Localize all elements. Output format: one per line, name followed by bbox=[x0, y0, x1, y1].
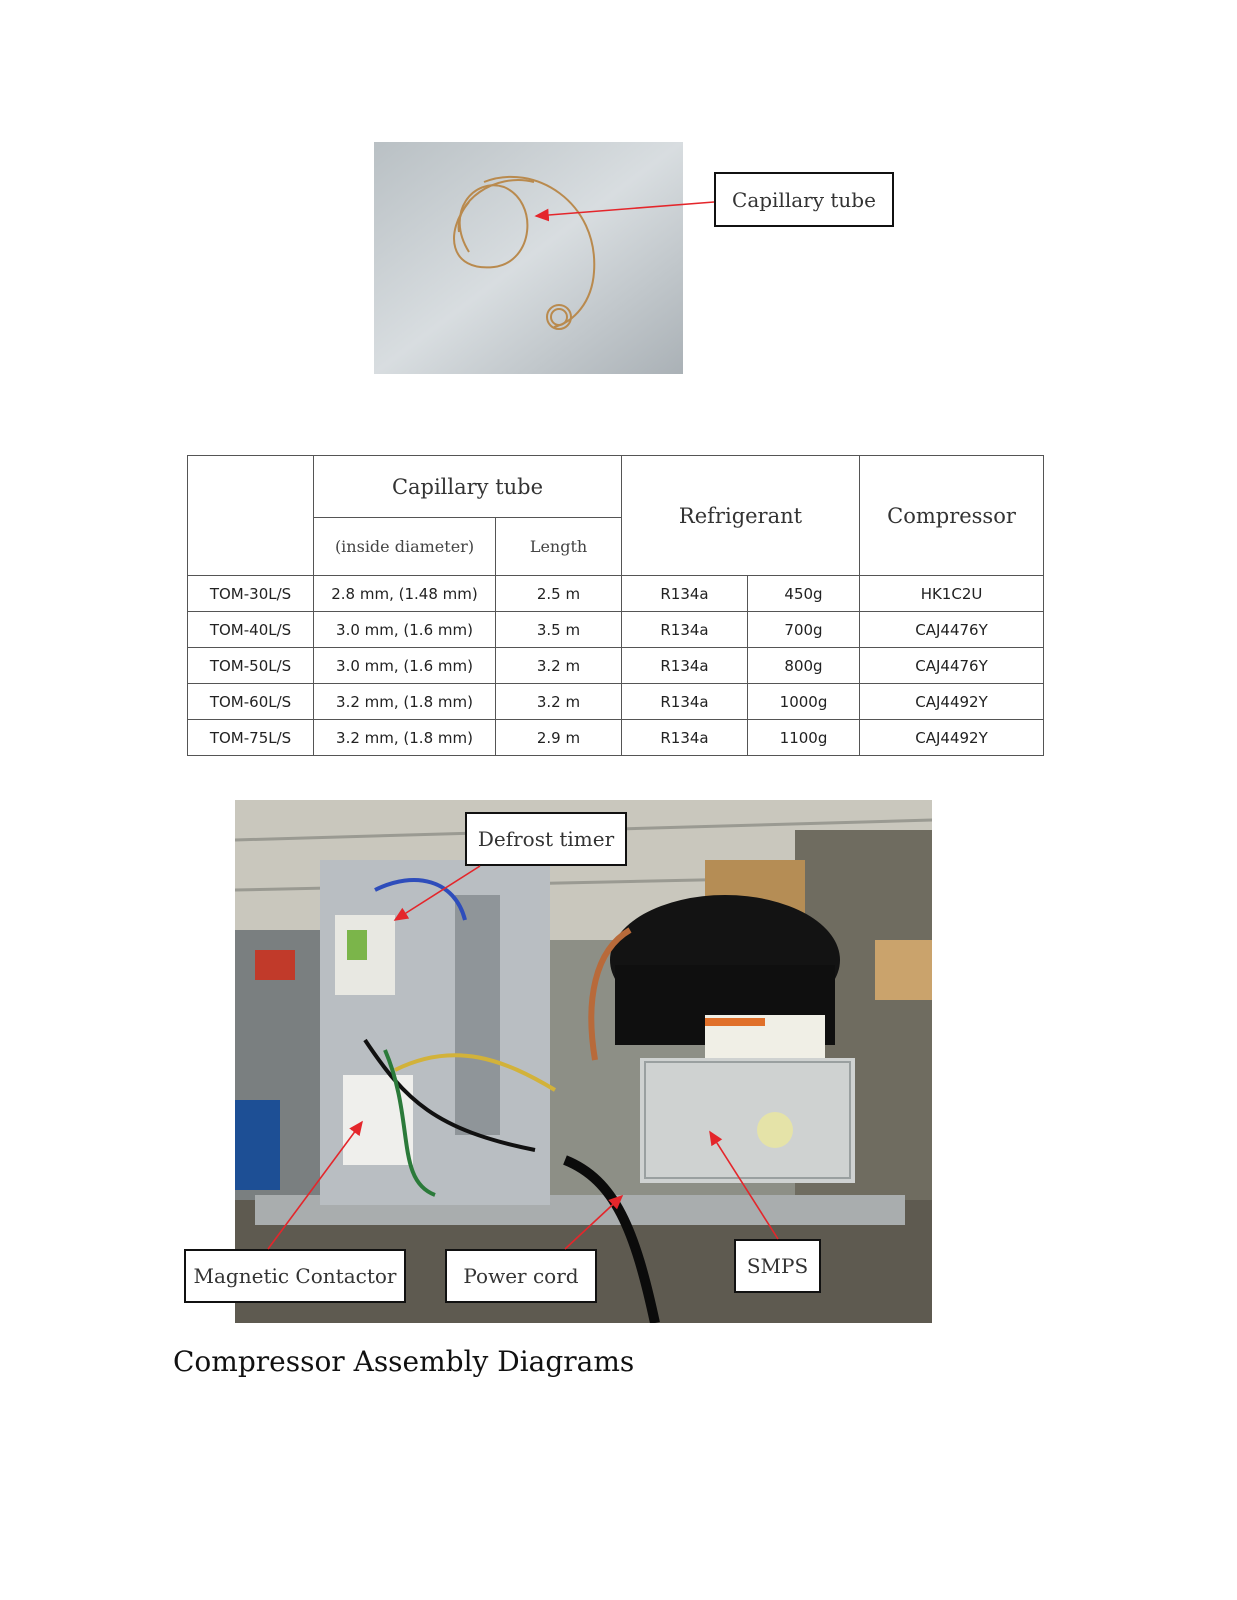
diameter-cell: 3.2 mm, (1.8 mm) bbox=[314, 684, 496, 720]
compressor-cell: HK1C2U bbox=[860, 576, 1044, 612]
compressor-assembly-image bbox=[235, 800, 932, 1323]
table-row bbox=[188, 684, 1044, 720]
header-inside-diameter: (inside diameter) bbox=[314, 518, 496, 576]
model-cell: TOM-50L/S bbox=[188, 648, 314, 684]
power-cord-callout bbox=[445, 1249, 597, 1303]
capillary-tube-callout bbox=[714, 172, 894, 227]
compressor-cell: CAJ4492Y bbox=[860, 720, 1044, 756]
refrigerant-cell: R134a bbox=[622, 612, 748, 648]
capillary-tube-callout-label: Capillary tube bbox=[732, 187, 876, 212]
refrigerant-cell: R134a bbox=[622, 648, 748, 684]
length-cell: 3.5 m bbox=[496, 612, 622, 648]
diameter-cell: 3.0 mm, (1.6 mm) bbox=[314, 612, 496, 648]
defrost-timer-label: Defrost timer bbox=[477, 827, 615, 851]
compressor-assembly-photo bbox=[235, 800, 932, 1323]
charge-cell: 700g bbox=[748, 612, 860, 648]
section-heading: Compressor Assembly Diagrams bbox=[173, 1345, 635, 1378]
table-row bbox=[188, 720, 1044, 756]
magnetic-contactor-callout bbox=[184, 1249, 406, 1303]
header-capillary-tube: Capillary tube bbox=[314, 456, 622, 518]
table-row bbox=[188, 612, 1044, 648]
smps-callout bbox=[734, 1239, 821, 1293]
charge-cell: 800g bbox=[748, 648, 860, 684]
table-row bbox=[188, 576, 1044, 612]
smps-label: SMPS bbox=[746, 1254, 809, 1278]
refrigerant-cell: R134a bbox=[622, 576, 748, 612]
header-refrigerant: Refrigerant bbox=[622, 456, 860, 576]
length-cell: 2.5 m bbox=[496, 576, 622, 612]
header-length: Length bbox=[496, 518, 622, 576]
compressor-cell: CAJ4476Y bbox=[860, 612, 1044, 648]
length-cell: 3.2 m bbox=[496, 648, 622, 684]
capillary-tube-image bbox=[374, 142, 683, 374]
compressor-cell: CAJ4492Y bbox=[860, 684, 1044, 720]
diameter-cell: 3.0 mm, (1.6 mm) bbox=[314, 648, 496, 684]
compressor-cell: CAJ4476Y bbox=[860, 648, 1044, 684]
diameter-cell: 2.8 mm, (1.48 mm) bbox=[314, 576, 496, 612]
power-cord-label: Power cord bbox=[463, 1264, 579, 1288]
header-compressor: Compressor bbox=[860, 456, 1044, 576]
charge-cell: 1100g bbox=[748, 720, 860, 756]
charge-cell: 1000g bbox=[748, 684, 860, 720]
refrigerant-cell: R134a bbox=[622, 684, 748, 720]
length-cell: 3.2 m bbox=[496, 684, 622, 720]
length-cell: 2.9 m bbox=[496, 720, 622, 756]
model-cell: TOM-75L/S bbox=[188, 720, 314, 756]
charge-cell: 450g bbox=[748, 576, 860, 612]
defrost-timer-callout bbox=[465, 812, 627, 866]
model-cell: TOM-30L/S bbox=[188, 576, 314, 612]
capillary-tube-photo bbox=[374, 142, 683, 374]
refrigerant-cell: R134a bbox=[622, 720, 748, 756]
table-row bbox=[188, 648, 1044, 684]
spec-table bbox=[187, 455, 1044, 756]
table-header-row bbox=[188, 456, 1044, 518]
model-cell: TOM-60L/S bbox=[188, 684, 314, 720]
header-model-cell bbox=[188, 456, 314, 576]
model-cell: TOM-40L/S bbox=[188, 612, 314, 648]
diameter-cell: 3.2 mm, (1.8 mm) bbox=[314, 720, 496, 756]
magnetic-contactor-label: Magnetic Contactor bbox=[193, 1264, 397, 1288]
